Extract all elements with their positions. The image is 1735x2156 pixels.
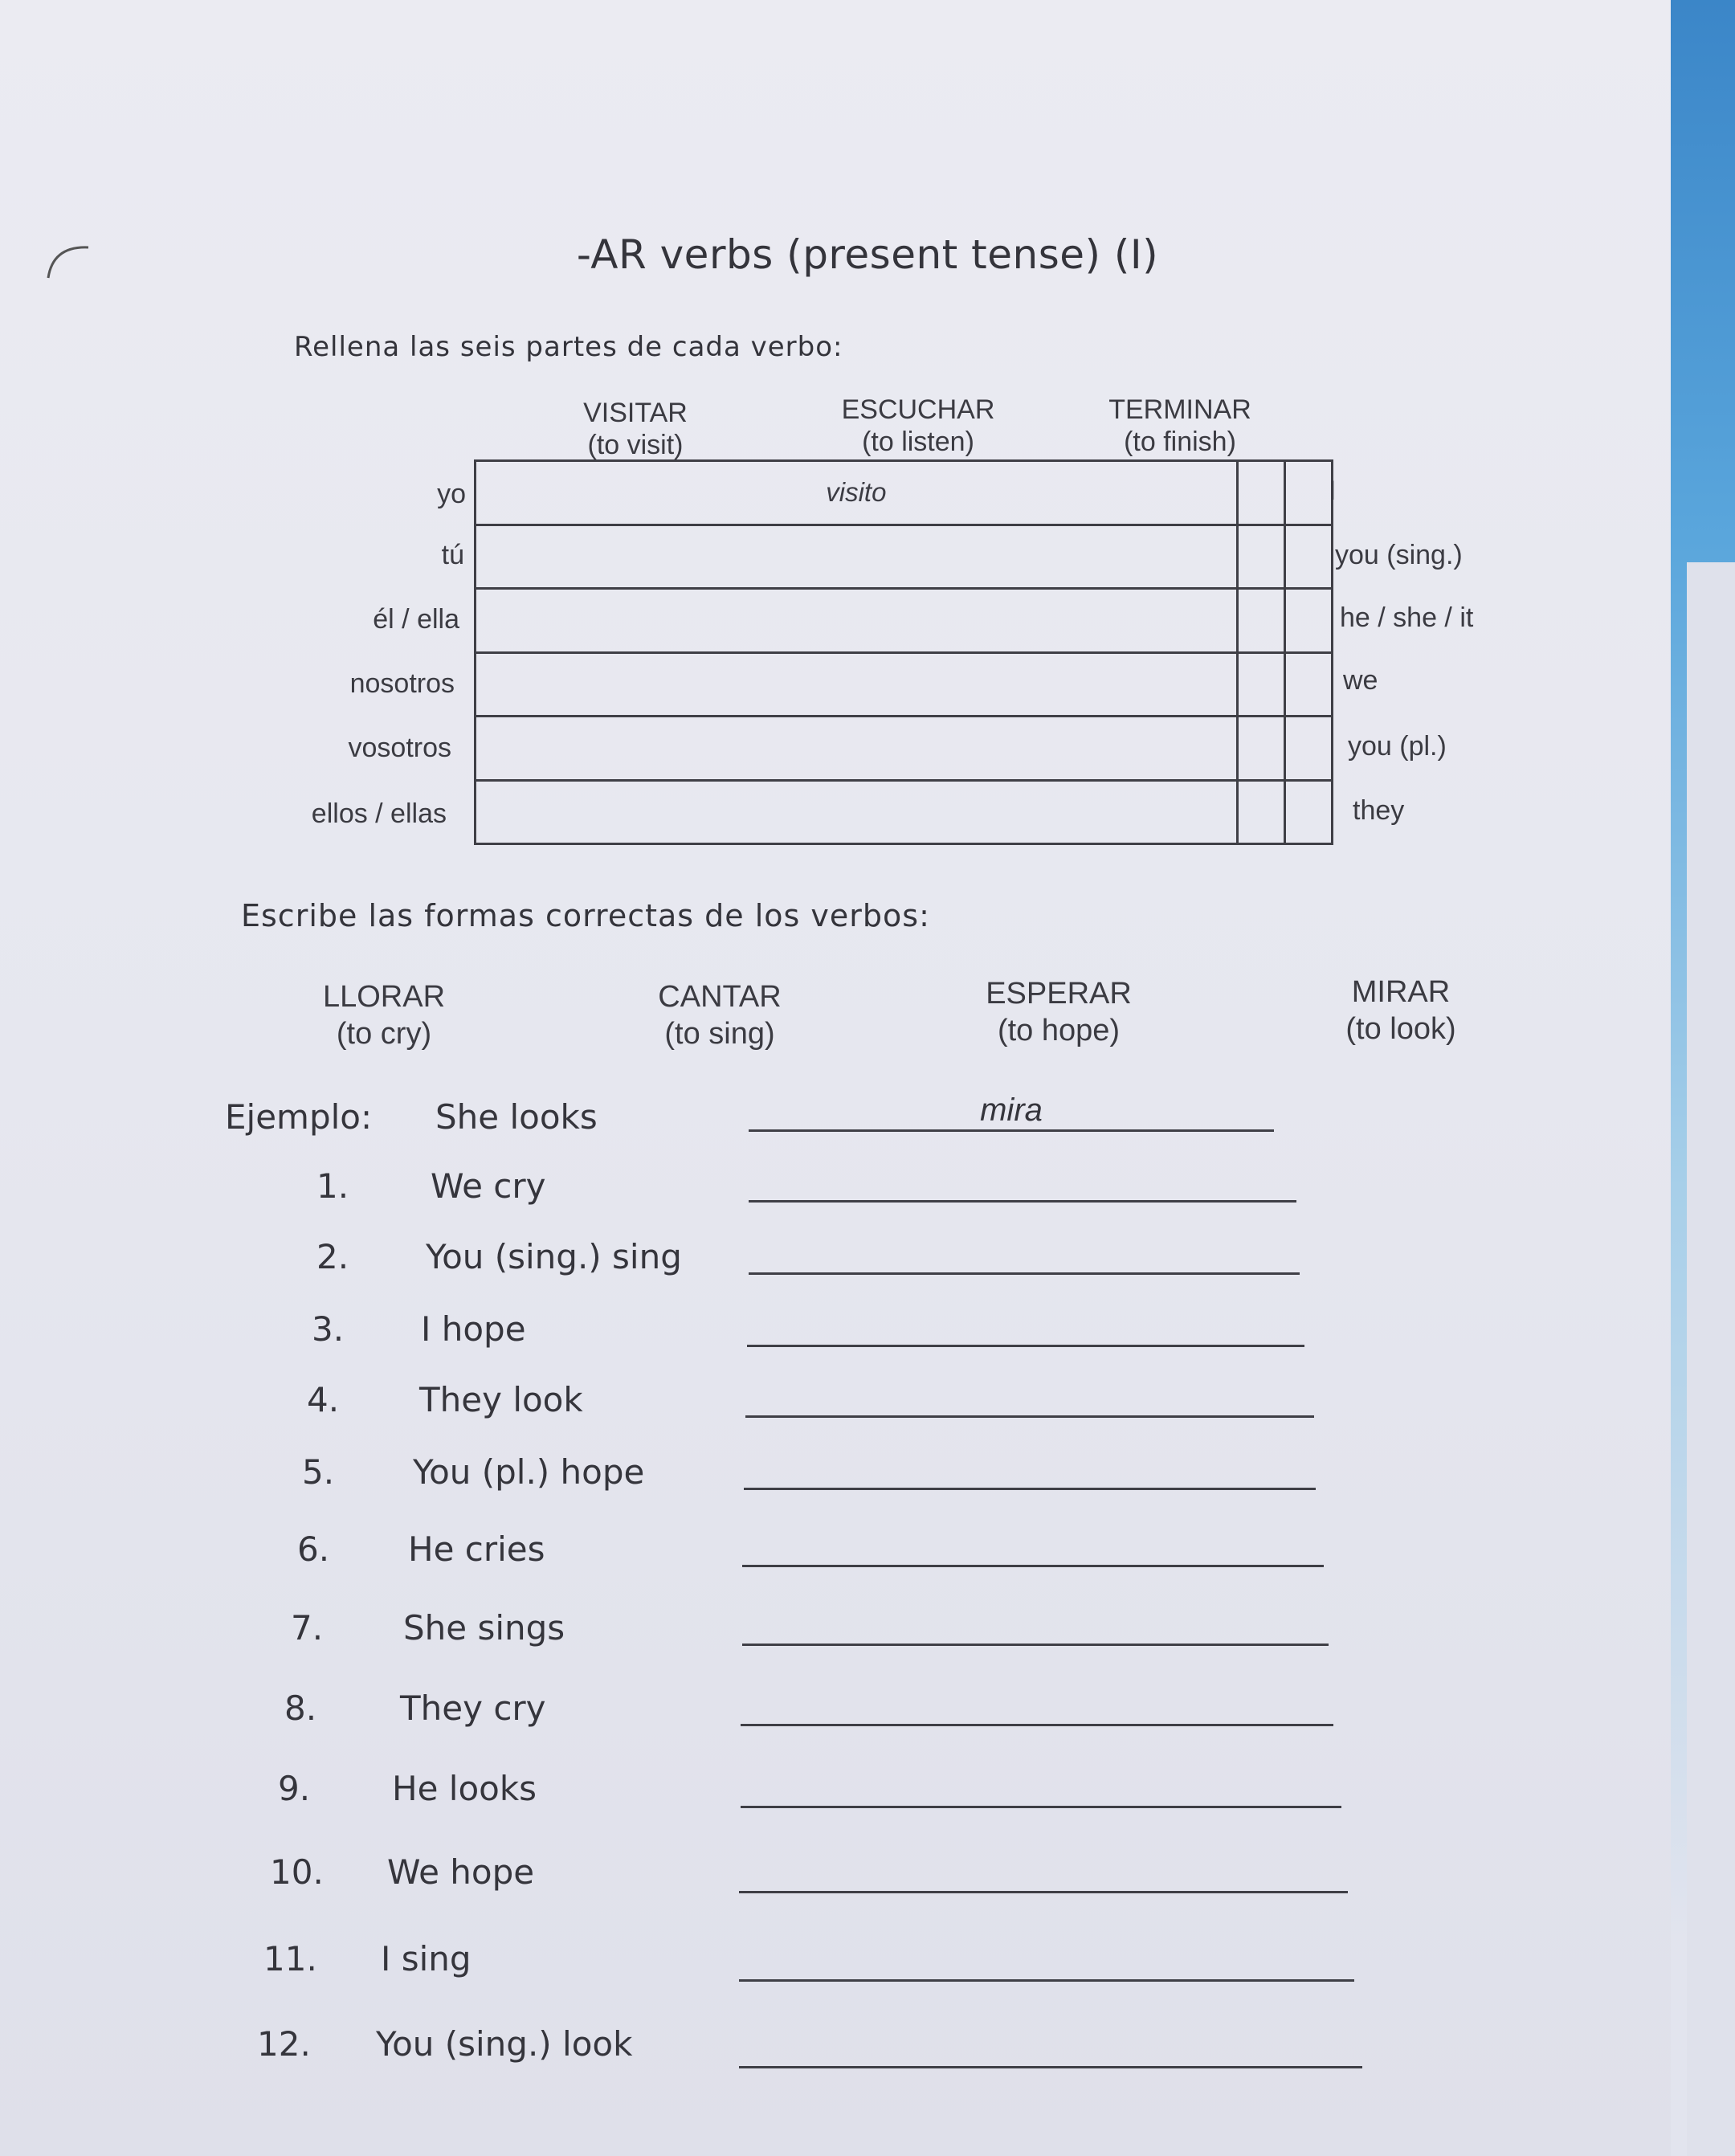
verb-meaning: (to hope) bbox=[997, 1014, 1121, 1047]
exercise-row bbox=[0, 1769, 1735, 1817]
english-label-i: I bbox=[1329, 476, 1337, 506]
exercise-number: 7. bbox=[291, 1608, 324, 1648]
cell-nosotros-escuchar[interactable] bbox=[1237, 652, 1284, 717]
answer-line[interactable] bbox=[741, 1769, 1341, 1808]
cell-el-escuchar[interactable] bbox=[1237, 589, 1284, 653]
table-row bbox=[476, 780, 1333, 844]
exercise-row bbox=[0, 1939, 1735, 1987]
answer-line[interactable] bbox=[745, 1378, 1314, 1418]
cell-tu-terminar[interactable] bbox=[1284, 525, 1332, 589]
instruction-write-forms: Escribe las formas correctas de los verbos: bbox=[241, 898, 930, 933]
exercise-row bbox=[0, 2024, 1735, 2072]
exercise-phrase: I hope bbox=[421, 1309, 526, 1349]
verb-header-cantar bbox=[615, 978, 824, 1052]
column-meaning: (to listen) bbox=[862, 427, 974, 457]
row-label-nosotros: nosotros bbox=[349, 668, 455, 699]
verb-header-llorar bbox=[280, 978, 488, 1052]
verb-header-esperar bbox=[954, 975, 1163, 1049]
cell-yo-visitar[interactable]: visito bbox=[476, 461, 1238, 525]
column-header-escuchar bbox=[786, 394, 1051, 458]
cell-ellos-escuchar[interactable] bbox=[1237, 780, 1284, 844]
exercise-row bbox=[0, 1166, 1735, 1215]
row-label-ellos-ellas: ellos / ellas bbox=[311, 798, 447, 829]
exercise-phrase: They cry bbox=[400, 1688, 546, 1728]
answer-line[interactable] bbox=[739, 2029, 1362, 2068]
row-label-el-ella: él / ella bbox=[373, 604, 459, 635]
exercise-phrase: I sing bbox=[381, 1939, 472, 1978]
exercise-number: 8. bbox=[284, 1688, 317, 1728]
example-answer: mira bbox=[749, 1092, 1274, 1132]
cell-tu-visitar[interactable] bbox=[476, 525, 1238, 589]
cell-el-visitar[interactable] bbox=[476, 589, 1238, 653]
conjugation-table bbox=[474, 459, 1333, 845]
exercise-number: 5. bbox=[302, 1452, 335, 1492]
answer-line[interactable] bbox=[739, 1854, 1348, 1893]
verb-meaning: (to sing) bbox=[664, 1017, 775, 1051]
exercise-row bbox=[0, 1452, 1735, 1501]
exercise-row bbox=[0, 1380, 1735, 1428]
answer-line[interactable] bbox=[744, 1451, 1316, 1490]
table-row bbox=[476, 525, 1333, 589]
cell-yo-escuchar[interactable] bbox=[1237, 461, 1284, 525]
english-label-they: they bbox=[1353, 795, 1405, 826]
answer-line[interactable] bbox=[749, 1163, 1296, 1203]
exercise-number: 12. bbox=[257, 2024, 311, 2064]
exercise-number: 10. bbox=[270, 1852, 324, 1892]
english-label-you-sing: you (sing.) bbox=[1335, 540, 1463, 570]
exercise-phrase: You (pl.) hope bbox=[413, 1452, 645, 1492]
exercise-phrase: We hope bbox=[387, 1852, 535, 1892]
instruction-fill-table: Rellena las seis partes de cada verbo: bbox=[294, 331, 843, 363]
cell-ellos-terminar[interactable] bbox=[1284, 780, 1332, 844]
column-header-visitar bbox=[503, 397, 768, 461]
cell-nosotros-terminar[interactable] bbox=[1284, 652, 1332, 717]
column-verb: TERMINAR bbox=[1108, 394, 1251, 425]
row-label-vosotros: vosotros bbox=[348, 733, 451, 763]
paper-edge bbox=[1687, 562, 1735, 2156]
row-label-yo: yo bbox=[437, 479, 466, 509]
cell-tu-escuchar[interactable] bbox=[1237, 525, 1284, 589]
exercise-number: 1. bbox=[316, 1166, 349, 1206]
exercise-phrase: You (sing.) look bbox=[376, 2024, 633, 2064]
exercise-row bbox=[0, 1529, 1735, 1578]
cell-ellos-visitar[interactable] bbox=[476, 780, 1238, 844]
english-label-you-pl: you (pl.) bbox=[1348, 731, 1447, 762]
exercise-row bbox=[0, 1237, 1735, 1285]
cell-vosotros-terminar[interactable] bbox=[1284, 717, 1332, 781]
cell-el-terminar[interactable] bbox=[1284, 589, 1332, 653]
example-row bbox=[0, 1092, 1735, 1145]
verb-name: LLORAR bbox=[322, 980, 446, 1014]
exercise-phrase: He cries bbox=[408, 1529, 545, 1569]
verb-name: ESPERAR bbox=[986, 977, 1132, 1011]
verb-name: CANTAR bbox=[658, 980, 782, 1014]
exercise-number: 4. bbox=[307, 1380, 340, 1419]
cell-vosotros-visitar[interactable] bbox=[476, 717, 1238, 781]
cell-vosotros-escuchar[interactable] bbox=[1237, 717, 1284, 781]
table-row bbox=[476, 717, 1333, 781]
exercise-phrase: We cry bbox=[431, 1166, 546, 1206]
exercise-number: 9. bbox=[278, 1769, 311, 1808]
cell-yo-terminar[interactable] bbox=[1284, 461, 1332, 525]
column-verb: ESCUCHAR bbox=[841, 394, 995, 425]
exercise-phrase: She sings bbox=[403, 1608, 565, 1648]
verb-name: MIRAR bbox=[1351, 975, 1451, 1009]
cell-nosotros-visitar[interactable] bbox=[476, 652, 1238, 717]
exercise-number: 2. bbox=[316, 1237, 349, 1276]
answer-line[interactable] bbox=[749, 1235, 1300, 1275]
exercise-number: 3. bbox=[312, 1309, 345, 1349]
page-title: -AR verbs (present tense) (I) bbox=[576, 231, 1159, 278]
answer-line[interactable] bbox=[742, 1607, 1329, 1646]
verb-meaning: (to look) bbox=[1345, 1012, 1456, 1046]
table-row bbox=[476, 589, 1333, 653]
table-row bbox=[476, 461, 1333, 525]
answer-line[interactable] bbox=[747, 1308, 1304, 1347]
answer-line[interactable] bbox=[741, 1687, 1333, 1726]
exercise-row bbox=[0, 1852, 1735, 1901]
column-meaning: (to finish) bbox=[1124, 427, 1236, 457]
row-label-tu: tú bbox=[441, 540, 464, 570]
english-label-he-she-it: he / she / it bbox=[1340, 602, 1474, 633]
exercise-number: 11. bbox=[263, 1939, 317, 1978]
column-meaning: (to visit) bbox=[587, 430, 684, 460]
exercise-phrase: They look bbox=[419, 1380, 583, 1419]
exercise-number: 6. bbox=[297, 1529, 330, 1569]
exercise-row bbox=[0, 1688, 1735, 1737]
column-verb: VISITAR bbox=[583, 398, 688, 428]
verb-meaning: (to cry) bbox=[336, 1017, 432, 1051]
answer-line[interactable] bbox=[739, 1942, 1354, 1982]
answer-line[interactable] bbox=[742, 1528, 1324, 1567]
exercise-phrase: He looks bbox=[392, 1769, 537, 1808]
exercise-row bbox=[0, 1608, 1735, 1656]
english-label-we: we bbox=[1343, 665, 1378, 696]
example-phrase: She looks bbox=[435, 1097, 598, 1137]
example-label: Ejemplo: bbox=[225, 1097, 373, 1137]
exercise-row bbox=[0, 1309, 1735, 1358]
verb-header-mirar bbox=[1296, 974, 1505, 1047]
exercise-phrase: You (sing.) sing bbox=[426, 1237, 682, 1276]
table-row bbox=[476, 652, 1333, 717]
column-header-terminar bbox=[1047, 394, 1312, 458]
